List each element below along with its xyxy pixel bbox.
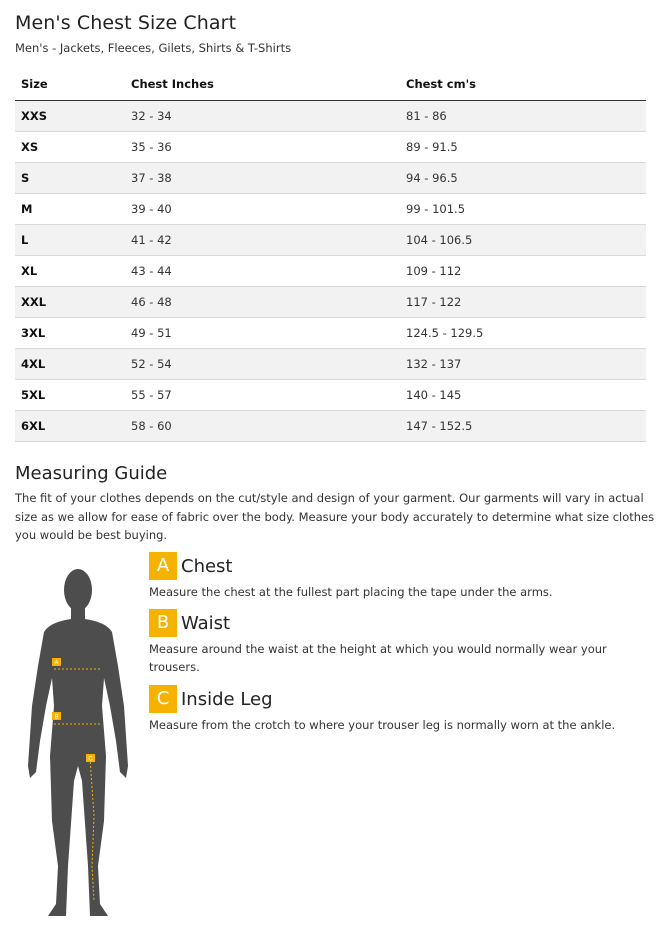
header-chest-inches: Chest Inches: [125, 69, 400, 100]
size-cell: XXL: [15, 286, 125, 317]
marker-b-letter: B: [54, 714, 59, 721]
size-cell: 4XL: [15, 348, 125, 379]
table-row: [15, 100, 646, 131]
chest-cm-cell: 117 - 122: [400, 286, 646, 317]
page-subtitle: Men's - Jackets, Fleeces, Gilets, Shirts & T-Shirts: [15, 41, 292, 55]
body-figure-illustration: [24, 566, 132, 918]
chest-cm-cell: 89 - 91.5: [400, 131, 646, 162]
chest-inches-cell: 37 - 38: [125, 162, 400, 193]
table-row: [15, 410, 646, 441]
size-chart-table: [15, 69, 646, 442]
waist-heading: Waist: [181, 612, 231, 634]
table-row: [15, 224, 646, 255]
chest-inches-cell: 46 - 48: [125, 286, 400, 317]
size-cell: L: [15, 224, 125, 255]
inside-leg-badge: C: [149, 685, 177, 713]
body-silhouette: [28, 569, 128, 916]
size-cell: XXS: [15, 100, 125, 131]
size-cell: S: [15, 162, 125, 193]
table-row: [15, 317, 646, 348]
inside-leg-heading: Inside Leg: [181, 688, 273, 710]
chest-inches-cell: 55 - 57: [125, 379, 400, 410]
page-title: Men's Chest Size Chart: [15, 12, 237, 34]
measure-inside-leg: [149, 685, 644, 734]
size-cell: 6XL: [15, 410, 125, 441]
marker-b: [52, 712, 61, 721]
table-row: [15, 162, 646, 193]
table-row: [15, 255, 646, 286]
chest-cm-cell: 94 - 96.5: [400, 162, 646, 193]
measuring-guide-intro: The fit of your clothes depends on the cut/style and design of your garment. Our garments will vary in actual size as we allow for ease of fabric over the body. Measure your body accurately to determine what size clothes you would be best buying.: [15, 491, 655, 542]
table-row: [15, 379, 646, 410]
measuring-guide-title: Measuring Guide: [15, 463, 168, 484]
chest-cm-cell: 124.5 - 129.5: [400, 317, 646, 348]
measure-waist: [149, 609, 644, 676]
chest-inches-cell: 43 - 44: [125, 255, 400, 286]
inside-leg-description: Measure from the crotch to where your trouser leg is normally worn at the ankle.: [149, 718, 616, 732]
chest-inches-cell: 52 - 54: [125, 348, 400, 379]
table-row: [15, 193, 646, 224]
header-chest-cm: Chest cm's: [400, 69, 646, 100]
size-cell: 3XL: [15, 317, 125, 348]
size-cell: XL: [15, 255, 125, 286]
size-cell: 5XL: [15, 379, 125, 410]
table-row: [15, 286, 646, 317]
chest-inches-cell: 41 - 42: [125, 224, 400, 255]
marker-a: [52, 658, 61, 667]
chest-inches-cell: 32 - 34: [125, 100, 400, 131]
chest-cm-cell: 81 - 86: [400, 100, 646, 131]
marker-c-letter: C: [88, 756, 93, 763]
measure-chest: [149, 552, 644, 601]
chest-inches-cell: 49 - 51: [125, 317, 400, 348]
chest-cm-cell: 104 - 106.5: [400, 224, 646, 255]
chest-heading: Chest: [181, 555, 233, 577]
chest-description: Measure the chest at the fullest part placing the tape under the arms.: [149, 585, 553, 599]
chest-inches-cell: 35 - 36: [125, 131, 400, 162]
chest-badge: A: [149, 552, 177, 580]
size-cell: M: [15, 193, 125, 224]
marker-c: [86, 754, 95, 763]
waist-description: Measure around the waist at the height at which you would normally wear your trousers.: [149, 642, 607, 674]
chest-inches-cell: 39 - 40: [125, 193, 400, 224]
chest-cm-cell: 99 - 101.5: [400, 193, 646, 224]
size-cell: XS: [15, 131, 125, 162]
chest-cm-cell: 132 - 137: [400, 348, 646, 379]
chest-cm-cell: 109 - 112: [400, 255, 646, 286]
chest-cm-cell: 140 - 145: [400, 379, 646, 410]
marker-a-letter: A: [54, 660, 59, 667]
chest-cm-cell: 147 - 152.5: [400, 410, 646, 441]
chest-inches-cell: 58 - 60: [125, 410, 400, 441]
table-row: [15, 131, 646, 162]
table-header-row: [15, 69, 646, 100]
waist-badge: B: [149, 609, 177, 637]
header-size: Size: [15, 69, 125, 100]
table-row: [15, 348, 646, 379]
